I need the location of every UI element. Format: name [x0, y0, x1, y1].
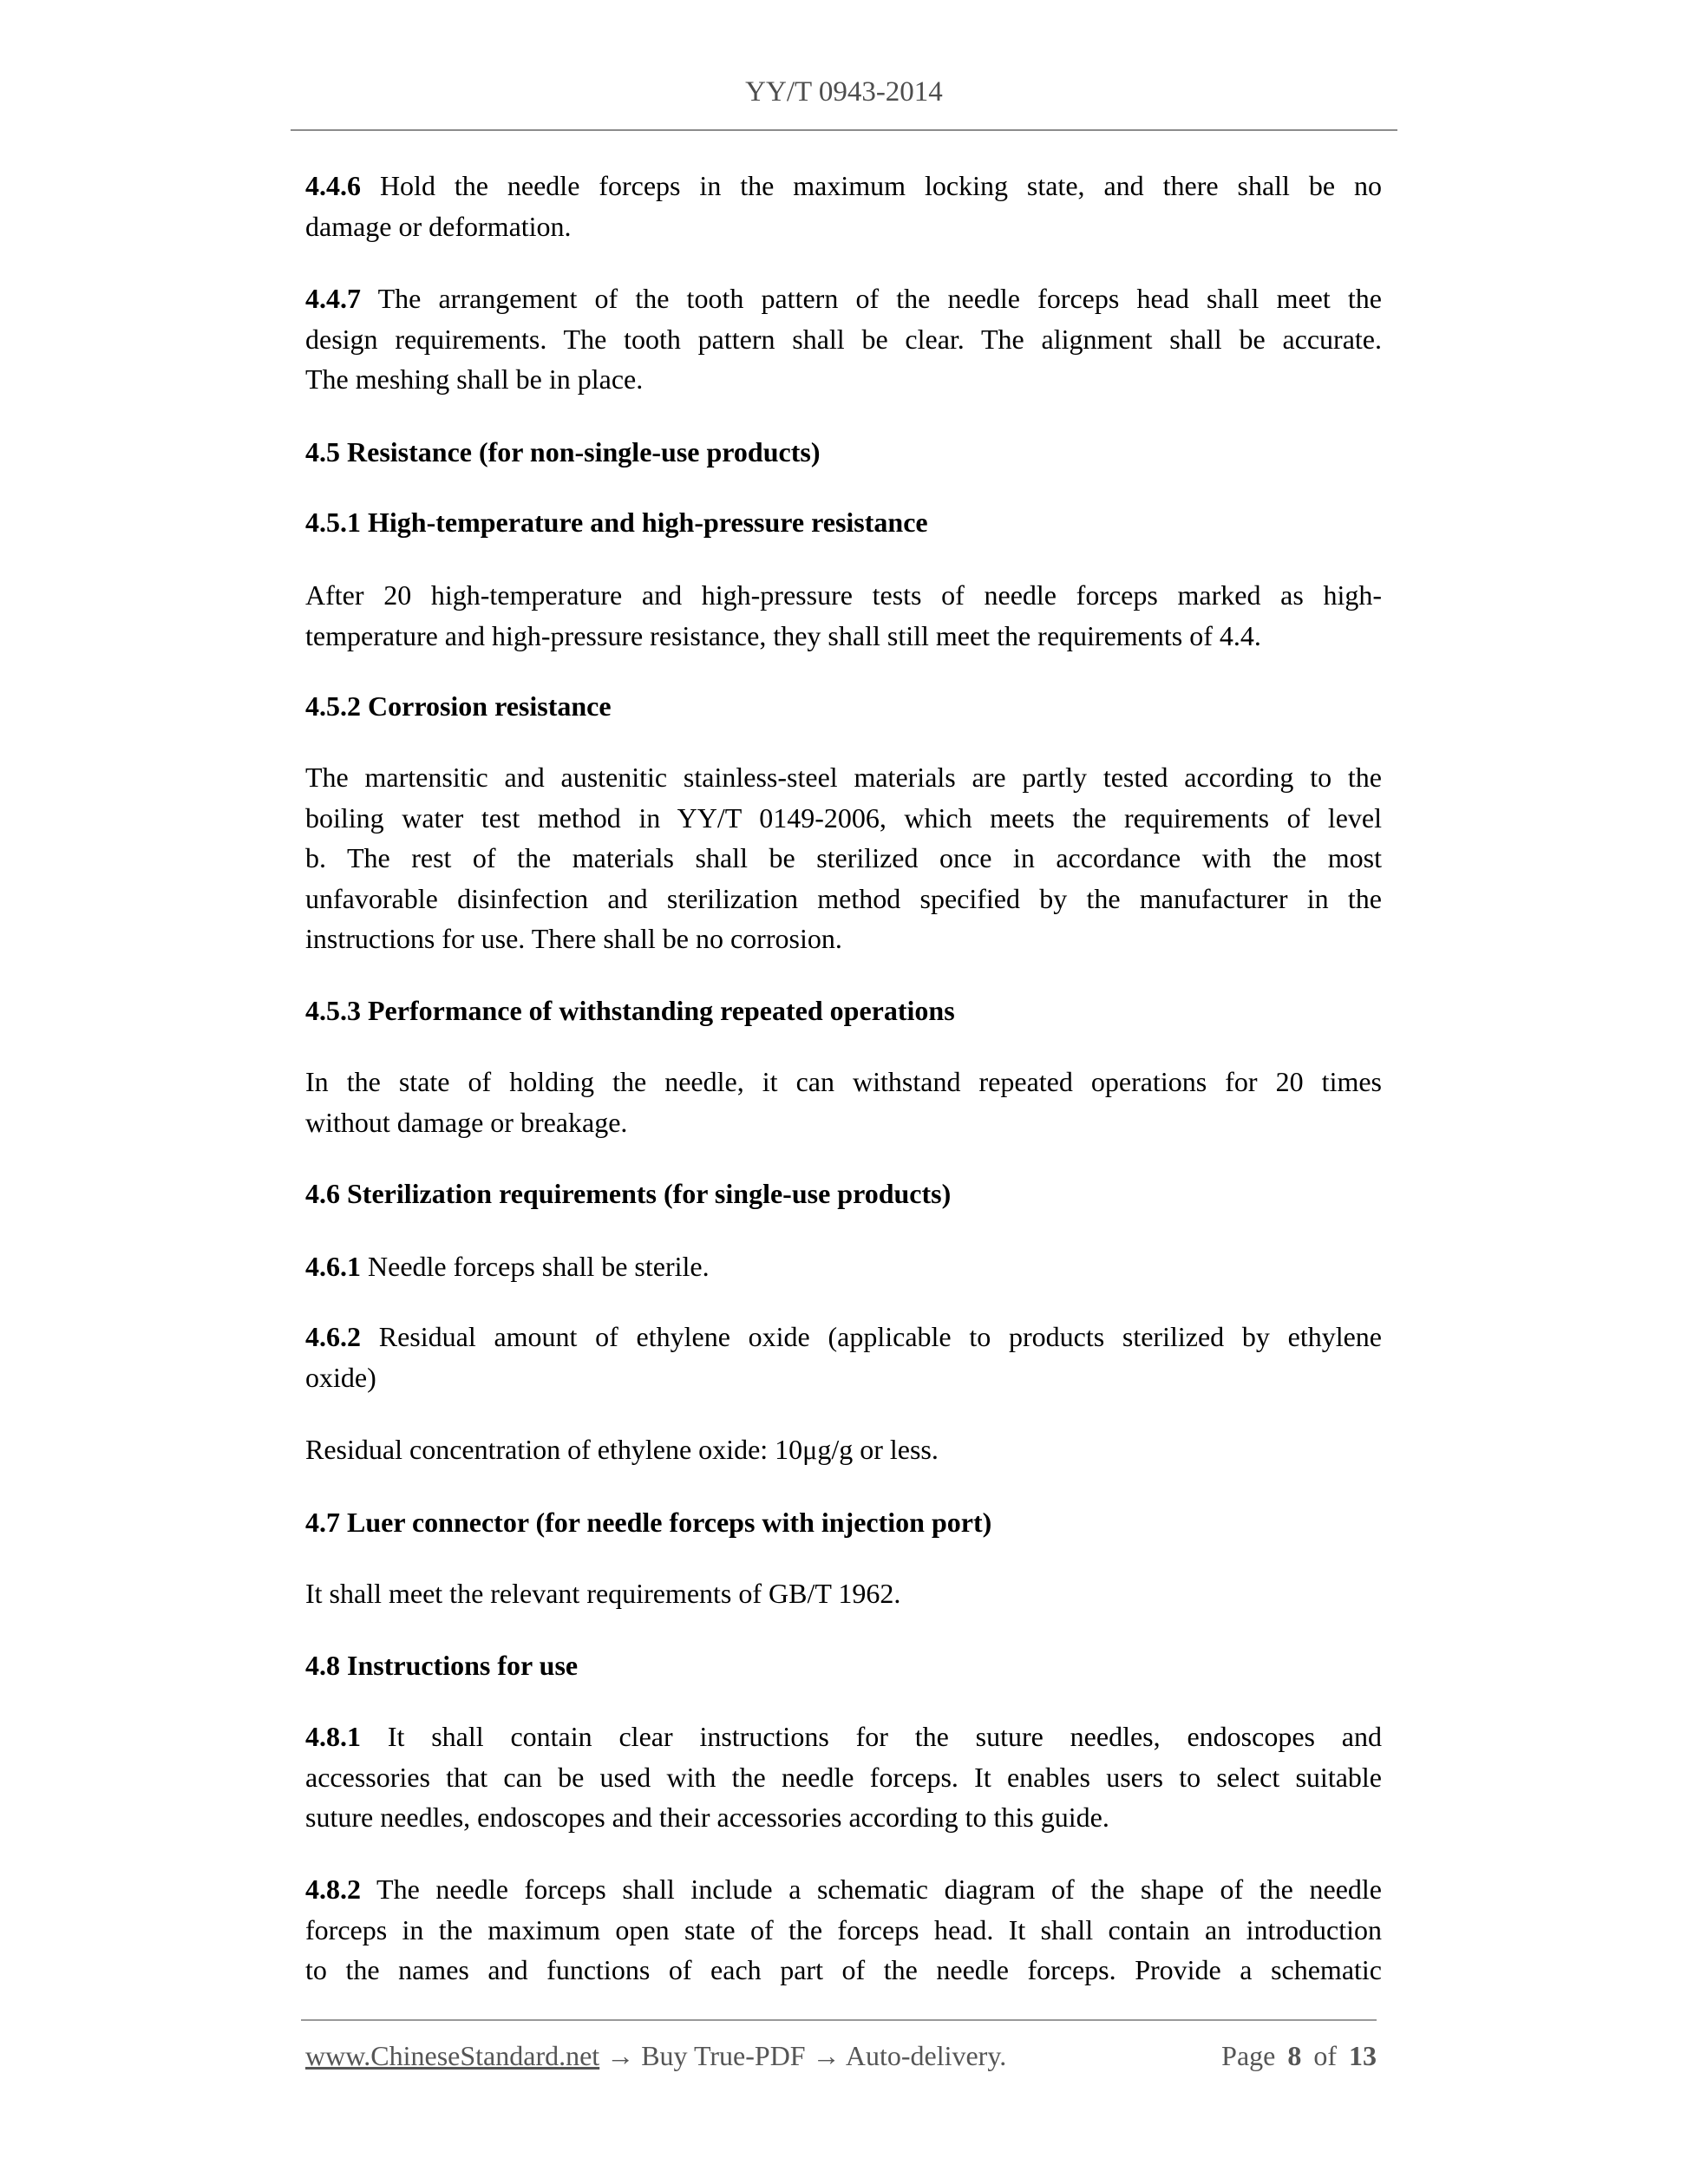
page-header-doc-id: YY/T 0943-2014: [745, 76, 943, 108]
clause-number: 4.6.2: [305, 1321, 361, 1352]
footer-divider: [301, 2019, 1377, 2021]
heading-text: 4.5.3 Performance of withstanding repeated operations: [305, 995, 955, 1026]
line-text: unfavorable disinfection and sterilization method specified by the manufacturer in the: [305, 882, 1382, 914]
clause-paragraph: [305, 166, 1382, 246]
clause-paragraph: [305, 1869, 1382, 1991]
clause-number: 4.8.1: [305, 1721, 361, 1752]
paragraph-line: [305, 1317, 1382, 1357]
buy-true-pdf-text: Buy True-PDF: [641, 2040, 806, 2071]
paragraph-line: [305, 798, 1382, 839]
paragraph-line: [305, 879, 1382, 919]
clause-number: 4.4.7: [305, 283, 361, 314]
arrow-right-icon: →: [606, 2040, 635, 2071]
paragraph-line: [305, 1950, 1382, 1991]
clause-number: 4.6.1: [305, 1251, 361, 1282]
line-text: without damage or breakage.: [305, 1106, 628, 1138]
arrow-right-icon: →: [812, 2040, 841, 2071]
line-text: forceps in the maximum open state of the forceps head. It shall contain an introduction: [305, 1913, 1382, 1945]
line-text: Residual amount of ethylene oxide (applicable to products sterilized by ethylene: [378, 1321, 1383, 1352]
paragraph-line: [305, 1573, 1382, 1614]
paragraph-line: [305, 1062, 1382, 1102]
paragraph-line: [305, 166, 1382, 206]
clause-paragraph: [305, 575, 1382, 656]
line-text: The martensitic and austenitic stainless-steel materials are partly tested according to the: [305, 762, 1382, 793]
line-text: oxide): [305, 1361, 376, 1393]
paragraph-line: [305, 919, 1382, 959]
paragraph-line: [305, 1716, 1382, 1757]
paragraph-line: [305, 206, 1382, 247]
line-text: In the state of holding the needle, it can withstand repeated operations for 20 times: [305, 1066, 1382, 1097]
clause-paragraph: [305, 1062, 1382, 1142]
paragraph-line: [305, 1429, 1382, 1470]
paragraph-line: [305, 1357, 1382, 1398]
section-heading: [305, 502, 1382, 543]
section-heading: [305, 432, 1382, 473]
clause-paragraph: [305, 1716, 1382, 1838]
line-text: After 20 high-temperature and high-pressure tests of needle forceps marked as high-: [305, 579, 1382, 611]
line-text: The needle forceps shall include a schematic diagram of the shape of the needle: [376, 1873, 1383, 1905]
heading-text: 4.6 Sterilization requirements (for single-use products): [305, 1178, 952, 1209]
heading-text: 4.5.2 Corrosion resistance: [305, 690, 612, 722]
page-of-label: of: [1313, 2040, 1337, 2071]
clause-paragraph: [305, 1429, 1382, 1470]
heading-text: 4.7 Luer connector (for needle forceps with injection port): [305, 1507, 992, 1538]
auto-delivery-text: Auto-delivery.: [845, 2040, 1007, 2071]
paragraph-line: [305, 1910, 1382, 1951]
header-divider: [291, 129, 1397, 131]
paragraph-line: [305, 1102, 1382, 1143]
line-text: boiling water test method in YY/T 0149-2006, which meets the requirements of level: [305, 801, 1382, 834]
chinesestandard-link[interactable]: www.ChineseStandard.net: [305, 2040, 600, 2071]
line-text: instructions for use. There shall be no corrosion.: [305, 923, 842, 954]
paragraph-line: [305, 575, 1382, 616]
heading-text: 4.5.1 High-temperature and high-pressure resistance: [305, 507, 928, 538]
section-heading: [305, 991, 1382, 1031]
line-text: b. The rest of the materials shall be sterilized once in accordance with the most: [305, 842, 1382, 873]
line-text: damage or deformation.: [305, 210, 572, 242]
section-heading: [305, 1174, 1382, 1214]
line-text: It shall contain clear instructions for the suture needles, endoscopes and: [387, 1721, 1383, 1752]
line-text: temperature and high-pressure resistance, they shall still meet the requirements of 4.4.: [305, 619, 1261, 651]
paragraph-line: [305, 359, 1382, 400]
paragraph-line: [305, 838, 1382, 879]
page-current: 8: [1287, 2040, 1302, 2071]
paragraph-line: [305, 1757, 1382, 1798]
clause-number: 4.4.6: [305, 170, 361, 201]
footer-promo: [305, 2038, 1006, 2073]
line-text: accessories that can be used with the needle forceps. It enables users to select suitable: [305, 1761, 1382, 1793]
clause-paragraph: [305, 1317, 1382, 1397]
paragraph-line: [305, 757, 1382, 798]
paragraph-line: [305, 616, 1382, 657]
clause-paragraph: [305, 278, 1382, 400]
line-text: design requirements. The tooth pattern shall be clear. The alignment shall be accurate.: [305, 323, 1382, 355]
paragraph-line: [305, 1869, 1382, 1910]
line-text: to the names and functions of each part of the needle forceps. Provide a schematic: [305, 1954, 1382, 1985]
page-label: Page: [1221, 2040, 1276, 2071]
page-indicator: [1207, 2038, 1377, 2073]
section-heading: [305, 686, 1382, 727]
heading-text: 4.8 Instructions for use: [305, 1650, 579, 1681]
heading-text: 4.5 Resistance (for non-single-use products): [305, 436, 821, 468]
line-text: The meshing shall be in place.: [305, 363, 644, 395]
section-heading: [305, 1502, 1382, 1543]
page-total: 13: [1349, 2040, 1377, 2071]
line-text: Needle forceps shall be sterile.: [368, 1251, 710, 1282]
paragraph-line: [305, 278, 1382, 319]
paragraph-line: [305, 319, 1382, 360]
clause-number: 4.8.2: [305, 1873, 361, 1905]
line-text: It shall meet the relevant requirements of GB/T 1962.: [305, 1578, 901, 1609]
line-text: suture needles, endoscopes and their accessories according to this guide.: [305, 1801, 1109, 1833]
line-text: Residual concentration of ethylene oxide: 10μg/g or less.: [305, 1434, 939, 1465]
paragraph-line: [305, 1246, 1382, 1287]
clause-paragraph: [305, 1246, 1382, 1287]
line-text: The arrangement of the tooth pattern of the needle forceps head shall meet the: [377, 283, 1383, 314]
clause-paragraph: [305, 1573, 1382, 1614]
paragraph-line: [305, 1797, 1382, 1838]
clause-paragraph: [305, 757, 1382, 959]
line-text: Hold the needle forceps in the maximum locking state, and there shall be no: [379, 170, 1383, 201]
section-heading: [305, 1645, 1382, 1686]
